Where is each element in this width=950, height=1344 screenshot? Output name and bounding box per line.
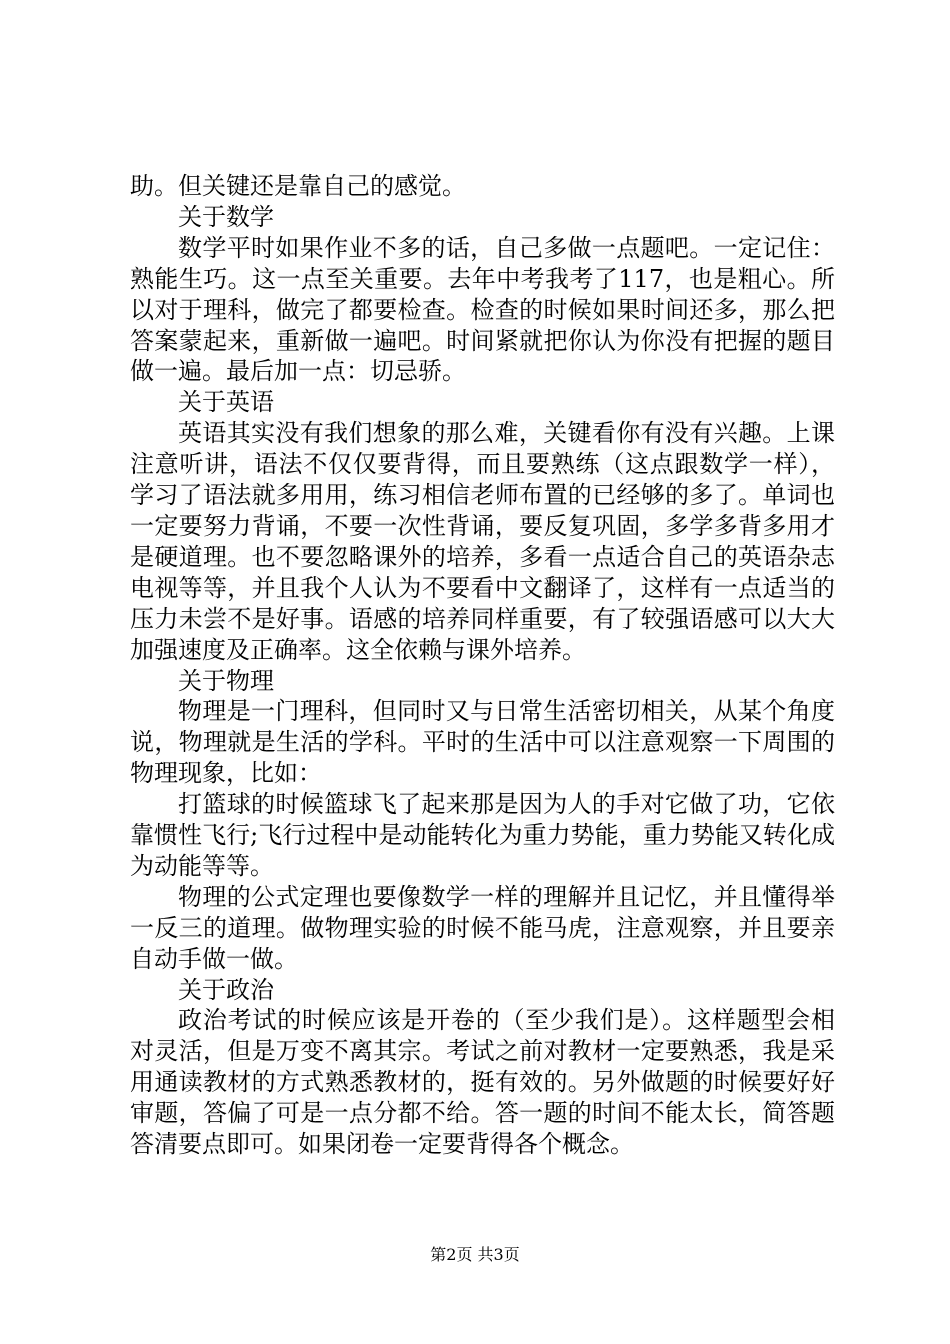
- document-body: [130, 171, 835, 1160]
- paragraph-physics-intro: 物理是一门理科，但同时又与日常生活密切相关，从某个角度说，物理就是生活的学科。平时的生活中可以注意观察一下周围的物理现象，比如：: [130, 697, 835, 788]
- section-heading-math: 关于数学: [178, 202, 274, 231]
- paragraph-physics-example: 打篮球的时候篮球飞了起来那是因为人的手对它做了功，它依靠惯性飞行;飞行过程中是动能转化为重力势能，重力势能又转化成为动能等等。: [130, 790, 835, 880]
- paragraph-math: 数学平时如果作业不多的话，自己多做一点题吧。一定记住：熟能生巧。这一点至关重要。去年中考我考了117，也是粗心。所以对于理科，做完了都要检查。检查的时候如果时间还多，那么把答案蒙起来，重新做一遍吧。时间紧就把你认为你没有把握的题目做一遍。最后加一点：切忌骄。: [130, 233, 835, 386]
- paragraph-physics-formulas: 物理的公式定理也要像数学一样的理解并且记忆，并且懂得举一反三的道理。做物理实验的时候不能马虎，注意观察，并且要亲自动手做一做。: [130, 882, 835, 973]
- section-heading-physics: 关于物理: [178, 666, 274, 695]
- paragraph-english: 英语其实没有我们想象的那么难，关键看你有没有兴趣。上课注意听讲，语法不仅仅要背得，而且要熟练（这点跟数学一样），学习了语法就多用用，练习相信老师布置的已经够的多了。单词也一定要努力背诵，不要一次性背诵，要反复巩固，多学多背多用才是硬道理。也不要忽略课外的培养，多看一点适合自己的英语杂志电视等等，并且我个人认为不要看中文翻译了，这样有一点适当的压力未尝不是好事。语感的培养同样重要，有了较强语感可以大大加强速度及正确率。这全依赖与课外培养。: [130, 419, 835, 664]
- section-heading-english: 关于英语: [178, 388, 274, 417]
- paragraph-politics: 政治考试的时候应该是开卷的（至少我们是）。这样题型会相对灵活，但是万变不离其宗。考试之前对教材一定要熟悉，我是采用通读教材的方式熟悉教材的，挺有效的。另外做题的时候要好好审题，答偏了可是一点分都不给。答一题的时间不能太长，简答题答清要点即可。如果闭卷一定要背得各个概念。: [130, 1006, 835, 1159]
- page-number-footer: 第2页 共3页: [430, 1245, 520, 1264]
- paragraph-continuation: 助。但关键还是靠自己的感觉。: [130, 172, 466, 200]
- section-heading-politics: 关于政治: [178, 975, 274, 1004]
